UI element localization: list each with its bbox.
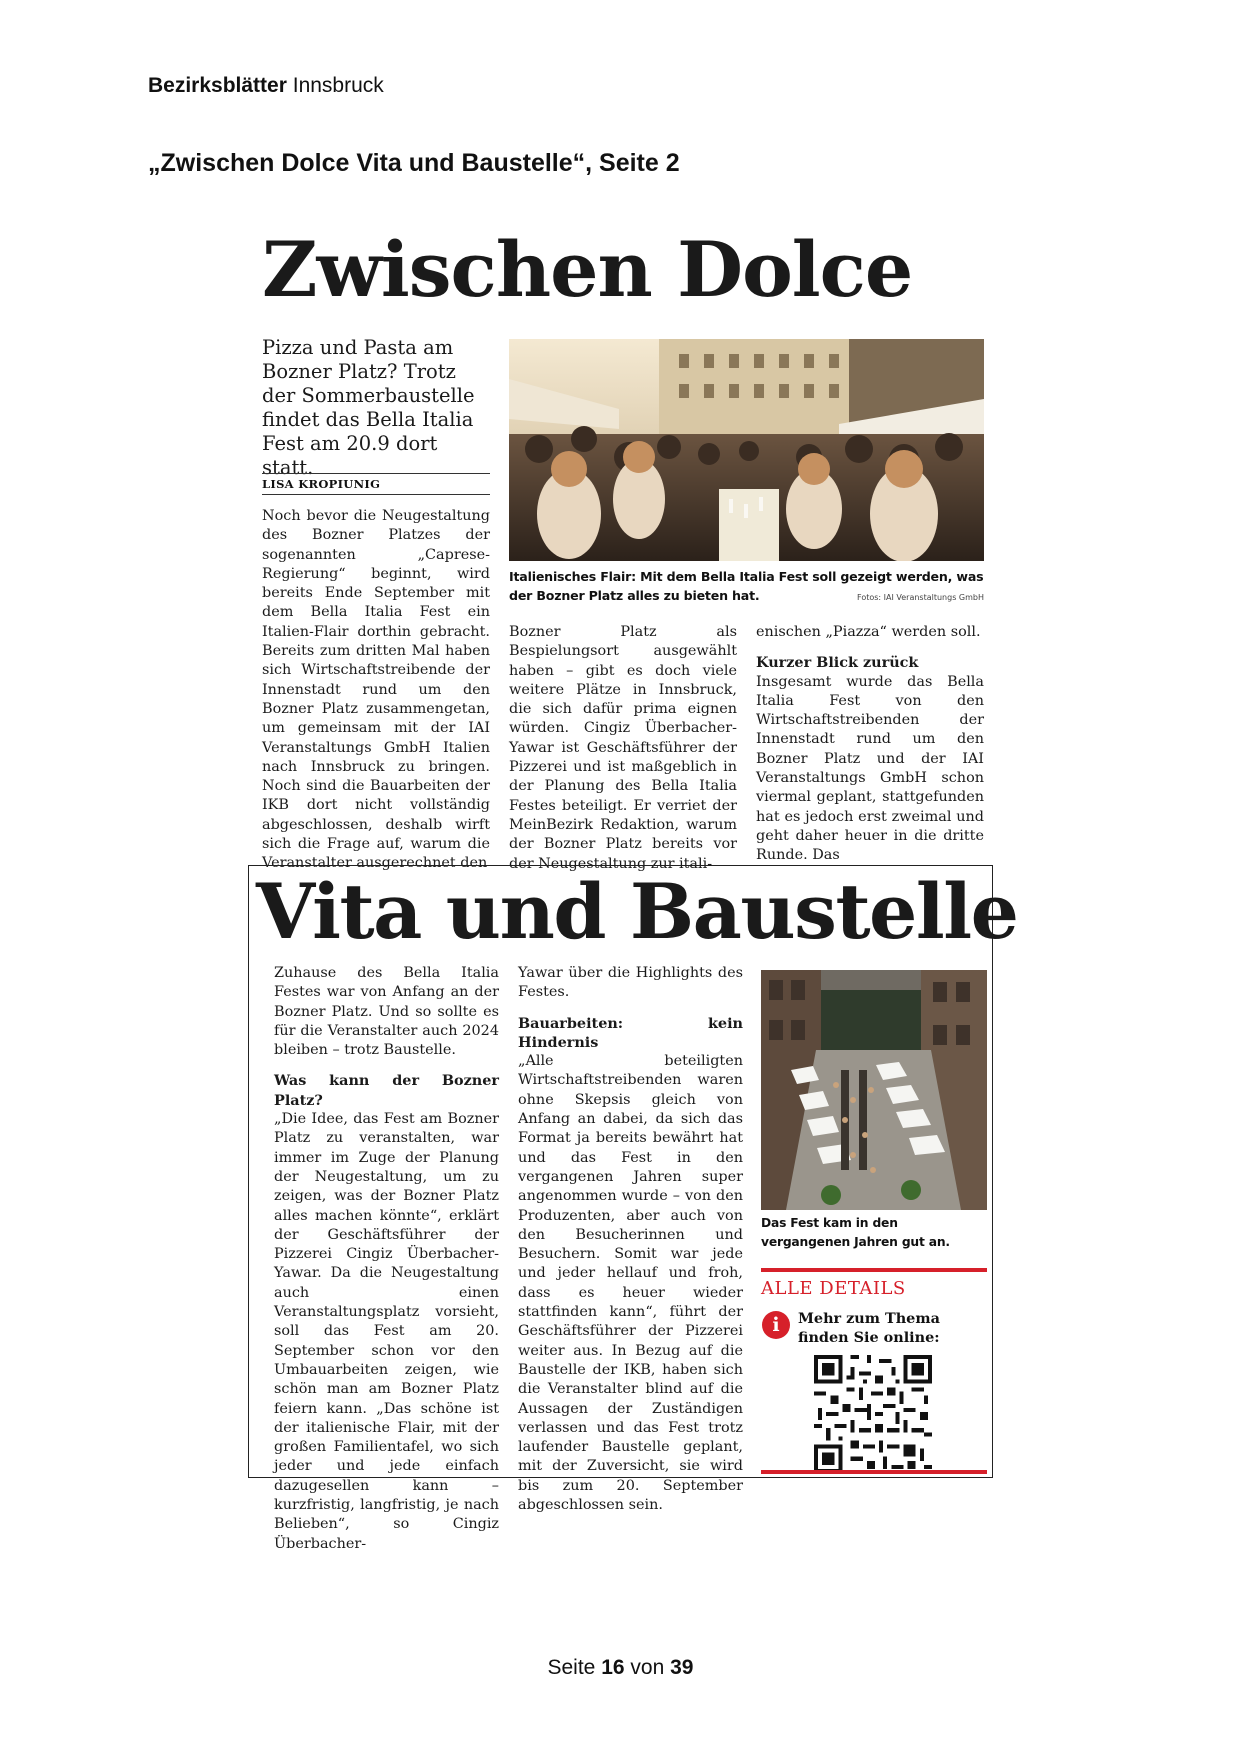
column-5-intro: Yawar über die Highlights des Festes.	[518, 965, 743, 1001]
column-3-intro: enischen „Piazza“ werden soll.	[756, 624, 981, 640]
details-heading: ALLE DETAILS	[761, 1278, 906, 1299]
article-column-4	[274, 964, 499, 1554]
article-column-5	[518, 964, 743, 1515]
column-2-body: Bozner Platz als Bespielungsort ausgewählt haben – gibt es doch viele weitere Plätze in Innsbruck, die sich dafür prima eignen würden. Cingiz Überbacher-Yawar ist Geschäftsführer der Pizzerei und ist maßgeblich in der Planung des Bella Italia Festes beteiligt. Er verriet der MeinBezirk Redaktion, warum der Bozner Platz bereits vor der Neugestaltung zur itali-	[509, 624, 737, 872]
page-prefix: Seite	[547, 1656, 596, 1679]
aerial-photo-caption: Das Fest kam in den vergangenen Jahren gut an.	[761, 1216, 950, 1249]
headline-top: Zwischen Dolce	[262, 225, 913, 314]
page-total: 39	[670, 1656, 694, 1679]
column-4-subheading: Was kann der Bozner Platz?	[274, 1072, 499, 1109]
details-divider-bottom	[761, 1470, 987, 1474]
publication-name	[148, 74, 384, 98]
publication-name-region: Innsbruck	[292, 74, 384, 97]
page-mid: von	[630, 1656, 665, 1679]
column-3-body: Insgesamt wurde das Bella Italia Fest von den Wirtschaftstreibenden der Innenstadt rund um den Bozner Platz und der IAI Veranstaltungs GmbH schon viermal geplant, stattgefunden hat es jedoch erst zweimal und geht daher heuer in die dritte Runde. Das	[756, 673, 984, 864]
page-number	[0, 1656, 1241, 1680]
details-divider-top	[761, 1268, 987, 1272]
festival-photo	[509, 339, 984, 561]
column-1-body: Noch bevor die Neugestaltung des Bozner Platzes der sogenannten „Caprese-Regierung“ beginnt, wird bereits Ende September mit dem Bella Italia Fest ein Italien-Flair dorthin gebracht. Bereits zum dritten Mal haben sich Wirtschaftstreibende der Innenstadt rund um den Bozner Platz zusammengetan, um gemeinsam mit der IAI Veranstaltungs GmbH Italien nach Innsbruck zu bringen. Noch sind die Bauarbeiten der IKB dort nicht vollständig abgeschlossen, deshalb wirft sich die Frage auf, warum die Veranstalter ausgerechnet den	[262, 508, 490, 872]
column-3-subheading: Kurzer Blick zurück	[756, 654, 919, 672]
photo-caption: Italienisches Flair: Mit dem Bella Italia Fest soll gezeigt werden, was der Bozner Platz alles zu bieten hat.	[509, 569, 984, 603]
photo-credit: Fotos: IAI Veranstaltungs GmbH	[857, 593, 984, 602]
qr-code[interactable]	[814, 1355, 932, 1473]
article-column-1	[262, 507, 490, 874]
author-byline: LISA KROPIUNIG	[262, 473, 490, 495]
article-caption: „Zwischen Dolce Vita und Baustelle“, Seite 2	[148, 149, 680, 177]
info-icon: i	[762, 1311, 790, 1339]
column-4-intro: Zuhause des Bella Italia Festes war von Anfang an der Bozner Platz. Und so sollte es für die Veranstalter auch 2024 bleiben – trotz Baustelle.	[274, 965, 499, 1059]
article-column-3	[756, 623, 984, 866]
column-4-body: „Die Idee, das Fest am Bozner Platz zu veranstalten, war immer im Zuge der Planung der Neugestaltung, um zu zeigen, was der Bozner Platz alles machen könnte“, erklärt der Geschäftsführer der Pizzerei Cingiz Überbacher-Yawar. Da die Neugestaltung auch einen Veranstaltungsplatz vorsieht, soll das Fest am 20. September schon vor den Umbauarbeiten zeigen, wie schön man am Bozner Platz feiern kann. „Das schöne ist der italienische Flair, mit der großen Familientafel, wo sich jeder und jede einfach dazugesellen kann – kurzfristig, langfristig, je nach Belieben“, so Cingiz Überbacher-	[274, 1111, 499, 1552]
column-5-subheading: Bauarbeiten: kein Hindernis	[518, 1014, 743, 1051]
publication-name-bold: Bezirksblätter	[148, 74, 287, 97]
column-5-body: „Alle beteiligten Wirtschaftstreibenden waren ohne Skepsis gleich von Anfang an dabei, da sich das Format ja bereits bewährt hat und das Fest in den vergangenen Jahren super angenommen wurde – von den Produzenten, aber auch von den Besucherinnen und Besuchern. Somit war jede und jeder hellauf und froh, dass es heuer wieder stattfinden kann“, führt der Geschäftsführer der Pizzerei weiter aus. In Bezug auf die Baustelle der IKB, haben sich die Veranstalter blind auf die Aussagen der Zuständigen verlassen und das Fest trotz laufender Baustelle geplant, mit der Zuversicht, sie wird bis zum 20. September abgeschlossen sein.	[518, 1053, 743, 1514]
article-column-2	[509, 623, 737, 874]
festival-aerial-photo	[761, 970, 987, 1210]
article-lead: Pizza und Pasta am Bozner Platz? Trotz der Sommerbaustelle findet das Bella Italia Fest am 20.9 dort statt.	[262, 336, 475, 479]
headline-bottom: Vita und Baustelle	[256, 867, 1018, 956]
details-online-text: Mehr zum Thema finden Sie online:	[798, 1310, 940, 1346]
page-current: 16	[601, 1656, 625, 1679]
